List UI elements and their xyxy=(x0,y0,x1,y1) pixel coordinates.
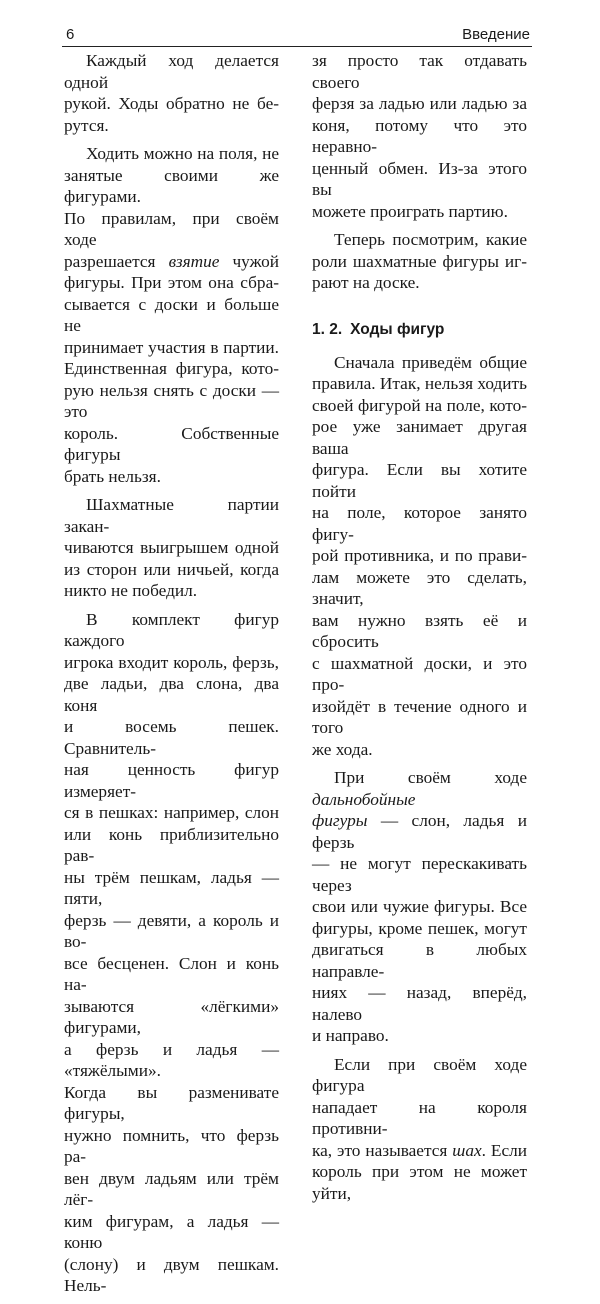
text-line: По правилам, при своём ходе xyxy=(64,208,279,249)
text-line: Шахматные партии закан- xyxy=(64,495,279,536)
section-heading xyxy=(312,320,527,340)
text-line: принимает участия в партии. xyxy=(64,337,279,357)
text-run: . Если xyxy=(481,1140,527,1160)
text-line: и восемь пешек. Сравнитель- xyxy=(64,717,279,758)
text-line: сывается с доски и больше не xyxy=(64,294,279,335)
text-line: из сторон или ничьей, когда xyxy=(64,559,279,579)
text-line: ферзь — девяти, а король и во- xyxy=(64,910,279,951)
text-line: В комплект фигур каждого xyxy=(64,609,279,650)
text-line: ферзя за ладью или ладью за xyxy=(312,94,527,113)
text-line: правила. Итак, нельзя ходить xyxy=(312,374,527,393)
text-line: рутся. xyxy=(64,115,109,135)
text-line: занятые своими же фигурами. xyxy=(64,165,279,206)
text-line: Каждый ход делается одной xyxy=(64,51,279,92)
text-line: коня, потому что это неравно- xyxy=(312,115,527,156)
emphasis-term: фигуры xyxy=(312,811,368,830)
text-line: рое уже занимает другая ваша xyxy=(312,417,527,458)
running-header xyxy=(62,22,532,48)
text-line: свои или чужие фигуры. Все xyxy=(312,897,527,916)
section-heading-title: Ходы фигур xyxy=(350,320,445,338)
right-column xyxy=(312,50,527,1211)
text-run: разрешается xyxy=(64,251,169,271)
text-line: король при этом не может уйти, xyxy=(312,1162,527,1203)
text-run: ка, это называется xyxy=(312,1140,453,1160)
text-line xyxy=(312,767,527,810)
text-line xyxy=(64,251,279,273)
text-line: роли шахматные фигуры иг- xyxy=(312,251,527,271)
text-line xyxy=(312,1140,527,1162)
paragraph xyxy=(312,767,527,1047)
paragraph xyxy=(312,229,527,294)
emphasis-term: шах xyxy=(452,1140,482,1160)
emphasis-term: дальнобойные xyxy=(312,789,416,809)
text-line: изойдёт в течение одного и того xyxy=(312,696,527,737)
text-line: Единственная фигура, кото- xyxy=(64,359,279,378)
text-line: игрока входит король, ферзь, xyxy=(64,652,279,672)
text-line xyxy=(312,810,527,853)
text-line: зя просто так отдавать своего xyxy=(312,51,527,92)
paragraph xyxy=(64,143,279,487)
text-line: Ходить можно на поля, не xyxy=(86,144,279,163)
text-line: фигура. Если вы хотите пойти xyxy=(312,460,527,501)
text-line: король. Собственные фигуры xyxy=(64,423,279,464)
text-line: же хода. xyxy=(312,739,373,759)
text-line: ная ценность фигур измеряет- xyxy=(64,760,279,801)
text-line: вам нужно взять её и сбросить xyxy=(312,610,527,651)
paragraph xyxy=(312,1054,527,1205)
text-line: фигуры. При этом она сбра- xyxy=(64,273,279,292)
paragraph xyxy=(312,50,527,222)
text-line: — не могут перескакивать через xyxy=(312,854,527,895)
text-line: лам можете это сделать, значит, xyxy=(312,567,527,608)
text-line: никто не победил. xyxy=(64,581,198,600)
text-line: ким фигурам, а ладья — коню xyxy=(64,1211,279,1252)
text-line: нападает на короля противни- xyxy=(312,1097,527,1138)
text-line: чиваются выигрышем одной xyxy=(64,538,279,557)
text-line: с шахматной доски, и это про- xyxy=(312,653,527,694)
paragraph xyxy=(64,609,279,1297)
text-line: рукой. Ходы обратно не бе- xyxy=(64,94,279,113)
text-line: рую нельзя снять с доски — это xyxy=(64,380,279,421)
text-line: своей фигурой на поле, кото- xyxy=(312,395,527,415)
text-line: (слону) и двум пешкам. Нель- xyxy=(64,1254,279,1295)
text-line: Если при своём ходе фигура xyxy=(312,1054,527,1095)
text-line: все бесценен. Слон и конь на- xyxy=(64,953,279,994)
emphasis-term: взятие xyxy=(168,251,220,271)
header-rule xyxy=(62,46,532,47)
section-title: Введение xyxy=(462,26,530,43)
text-line: ся в пешках: например, слон xyxy=(64,803,279,822)
text-line: две ладьи, два слона, два коня xyxy=(64,674,279,715)
text-line: или конь приблизительно рав- xyxy=(64,824,279,865)
text-line: нужно помнить, что ферзь ра- xyxy=(64,1125,279,1166)
text-line: а ферзь и ладья — «тяжёлыми». xyxy=(64,1039,279,1080)
text-line: ценный обмен. Из-за этого вы xyxy=(312,158,527,199)
text-run: При своём ходе xyxy=(334,768,527,787)
text-line: фигуры, кроме пешек, могут xyxy=(312,918,527,938)
left-column xyxy=(64,50,279,1304)
text-line: и направо. xyxy=(312,1026,389,1045)
text-run: — слон, ладья и ферзь xyxy=(312,811,527,852)
text-line: ниях — назад, вперёд, налево xyxy=(312,983,527,1024)
page-number: 6 xyxy=(66,26,75,43)
text-run: чужой xyxy=(219,251,279,271)
text-line: брать нельзя. xyxy=(64,466,161,486)
text-line: рают на доске. xyxy=(312,273,420,292)
paragraph xyxy=(64,50,279,136)
text-line: можете проиграть партию. xyxy=(312,201,508,221)
text-line: двигаться в любых направле- xyxy=(312,940,527,981)
paragraph xyxy=(64,494,279,602)
text-line: вен двум ладьям или трём лёг- xyxy=(64,1168,279,1209)
text-line: ны трём пешкам, ладья — пяти, xyxy=(64,867,279,908)
text-line: рой противника, и по прави- xyxy=(312,546,527,565)
text-line: Теперь посмотрим, какие xyxy=(334,230,527,249)
section-number: 1. 2. xyxy=(312,320,343,338)
text-line: зываются «лёгкими» фигурами, xyxy=(64,996,279,1037)
text-line: Сначала приведём общие xyxy=(334,352,527,372)
text-line: Когда вы разменивате фигуры, xyxy=(64,1082,279,1123)
text-line: на поле, которое занято фигу- xyxy=(312,503,527,544)
paragraph xyxy=(312,352,527,761)
